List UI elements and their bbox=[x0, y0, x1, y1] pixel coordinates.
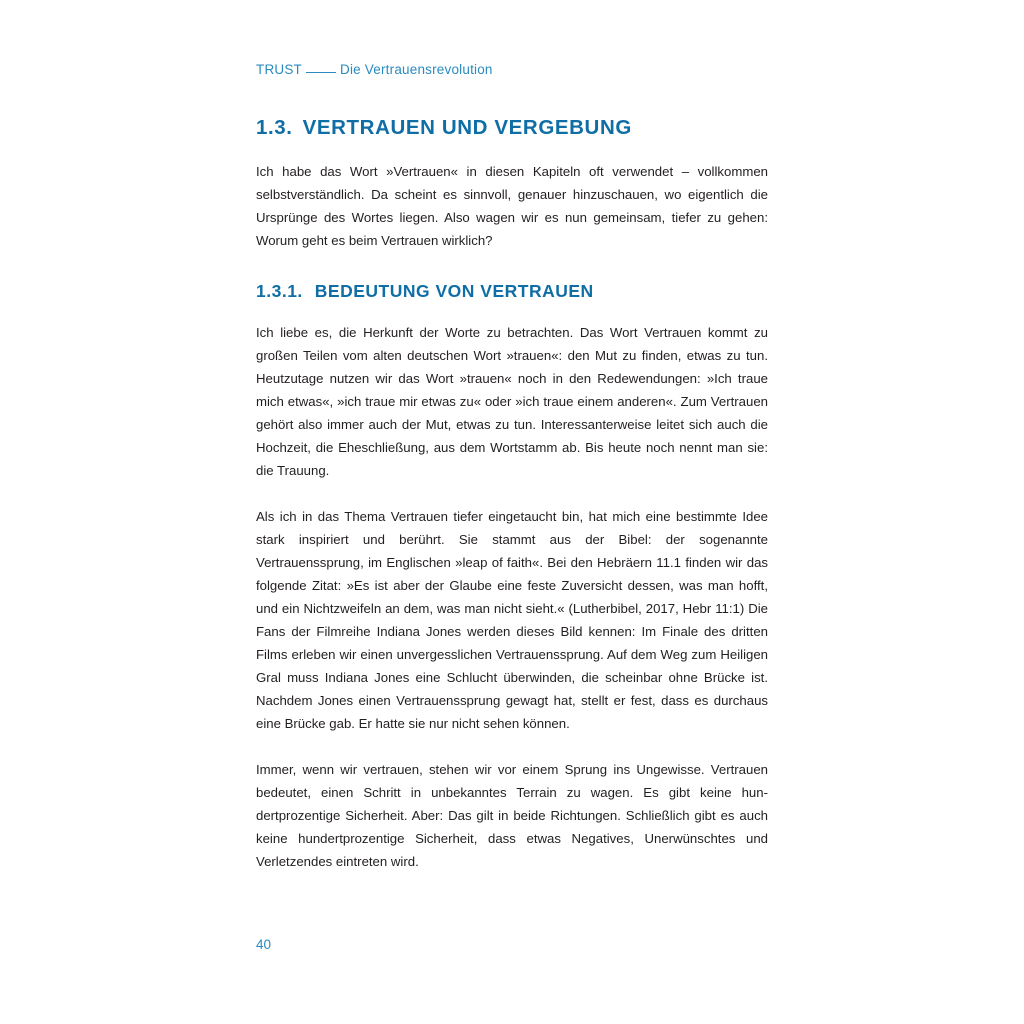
chapter-title: Die Vertrauensrevolution bbox=[340, 62, 493, 77]
running-header bbox=[256, 62, 493, 77]
section-heading bbox=[256, 116, 776, 140]
header-rule bbox=[306, 72, 336, 73]
page-number: 40 bbox=[256, 937, 272, 952]
subsection-title: BEDEUTUNG VON VERTRAUEN bbox=[314, 281, 594, 301]
intro-paragraph: Ich habe das Wort »Vertrauen« in diesen Kapiteln oft verwendet – vollkommen selbstverständlich. Da scheint es sinnvoll, genauer hinzuschauen, wo eigentlich die Ursprünge des Wortes liegen. Also wagen wir es nun gemeinsam, tiefer zu gehen: Worum geht es beim Vertrauen wirklich? bbox=[256, 164, 768, 248]
body-paragraph: Ich liebe es, die Herkunft der Worte zu betrachten. Das Wort Vertrauen kommt zu großen Teilen vom alten deutschen Wort »trauen«: den Mut zu finden, etwas zu tun. Heutzutage nutzen wir das Wort »trauen« noch in den Redewendungen: »Ich traue mich etwas«, »ich traue mir etwas zu« oder »ich traue einem anderen«. Zum Vertrauen gehört also immer auch der Mut, etwas zu tun. Interessanterweise leitet sich auch die Hochzeit, die Eheschließung, aus dem Wortstamm ab. Bis heute noch nennt man sie: die Trauung. bbox=[256, 325, 768, 478]
section-title: VERTRAUEN UND VERGEBUNG bbox=[302, 116, 632, 139]
body-paragraph: Als ich in das Thema Vertrauen tiefer eingetaucht bin, hat mich eine bestimmte Idee stark inspiriert und berührt. Sie stammt aus der Bibel: der sogenannte Vertrauenssprung, im Englischen »leap of faith«. Bei den Hebräern 11.1 finden wir das folgende Zitat: »Es ist aber der Glaube eine feste Zuversicht dessen, was man hofft, und ein Nichtzweifeln an dem, was man nicht sieht.« (Lutherbibel, 2017, Hebr 11:1) Die Fans der Filmreihe Indiana Jones werden dieses Bild kennen: Im Finale des dritten Films erleben wir einen unvergesslichen Vertrauenssprung. Auf dem Weg zum Heiligen Gral muss Indiana Jones eine Schlucht überwinden, die scheinbar ohne Brücke ist. Nachdem Jones einen Vertrauenssprung gewagt hat, stellt er fest, dass es durchaus eine Brücke gab. Er hatte sie nur nicht sehen können. bbox=[256, 509, 768, 731]
book-title: TRUST bbox=[256, 62, 302, 77]
subsection-heading bbox=[256, 281, 776, 302]
subsection-number: 1.3.1. bbox=[256, 281, 303, 301]
body-paragraph: Immer, wenn wir vertrauen, stehen wir vor einem Sprung ins Ungewisse. Vertrauen bedeutet, einen Schritt in unbekanntes Terrain zu wagen. Es gibt keine hundertprozentige Sicherheit. Aber: Das gilt in beide Richtungen. Schließlich gibt es auch keine hundertprozentige Sicherheit, dass etwas Negatives, Unerwünschtes und Verletzendes eintreten wird. bbox=[256, 762, 768, 869]
section-number: 1.3. bbox=[256, 116, 293, 139]
